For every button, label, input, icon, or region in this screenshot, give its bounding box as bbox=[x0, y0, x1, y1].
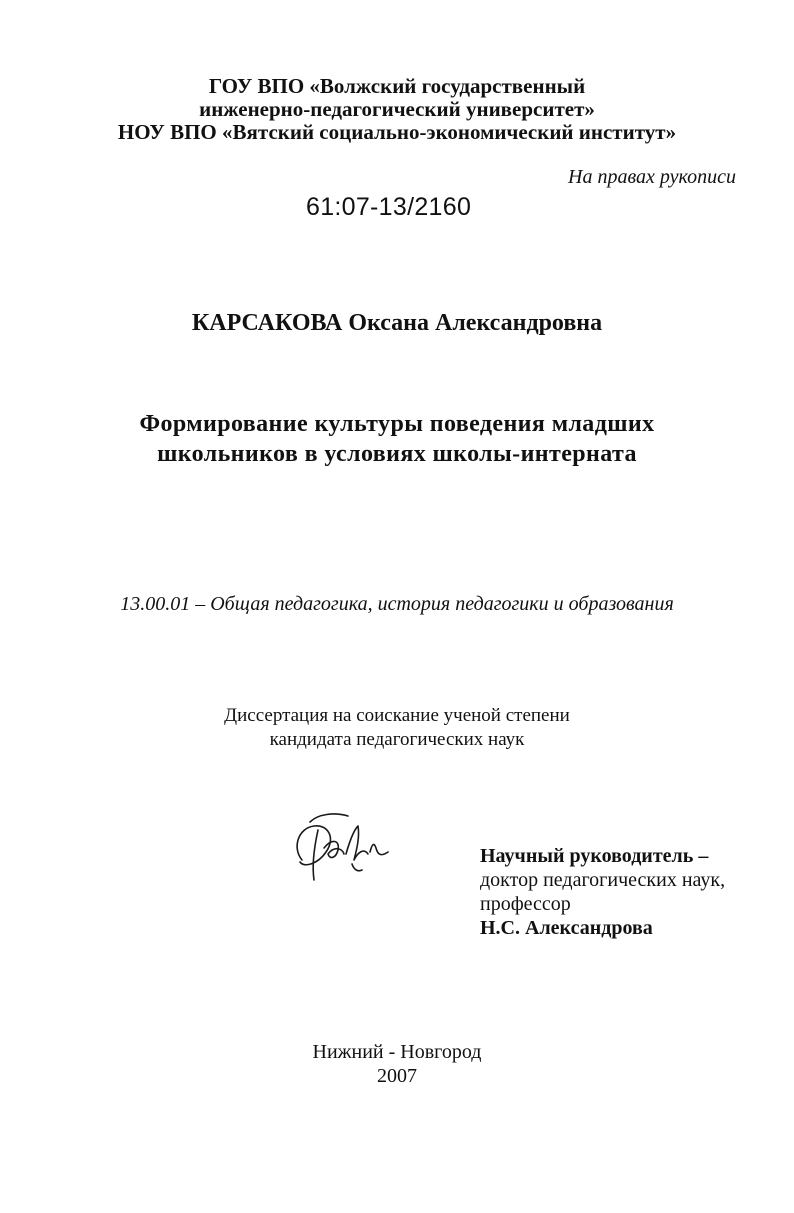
dissertation-title-line-1: Формирование культуры поведения младших bbox=[139, 411, 655, 437]
advisor-degree: доктор педагогических наук, bbox=[480, 869, 726, 891]
institution-line-2: инженерно-педагогический университет» bbox=[199, 97, 595, 121]
advisor-rank: профессор bbox=[480, 893, 571, 915]
signature-icon bbox=[288, 808, 398, 886]
year: 2007 bbox=[377, 1065, 417, 1087]
dissertation-title-line-2: школьников в условиях школы-интерната bbox=[157, 441, 637, 467]
advisor-role: Научный руководитель – bbox=[480, 845, 709, 867]
institution-line-3: НОУ ВПО «Вятский социально-экономический институт» bbox=[117, 120, 677, 144]
city: Нижний - Новгород bbox=[312, 1041, 482, 1063]
advisor-name: Н.С. Александрова bbox=[480, 917, 653, 939]
specialty-code: 13.00.01 – Общая педагогика, история педагогики и образования bbox=[120, 593, 674, 615]
degree-line-1: Диссертация на соискание ученой степени bbox=[224, 705, 570, 726]
institution-line-1: ГОУ ВПО «Волжский государственный bbox=[208, 74, 586, 98]
rights-note: На правах рукописи bbox=[568, 166, 736, 188]
catalog-code: 61:07-13/2160 bbox=[306, 193, 472, 221]
degree-line-2: кандидата педагогических наук bbox=[269, 729, 525, 750]
author-name: КАРСАКОВА Оксана Александровна bbox=[191, 310, 603, 336]
